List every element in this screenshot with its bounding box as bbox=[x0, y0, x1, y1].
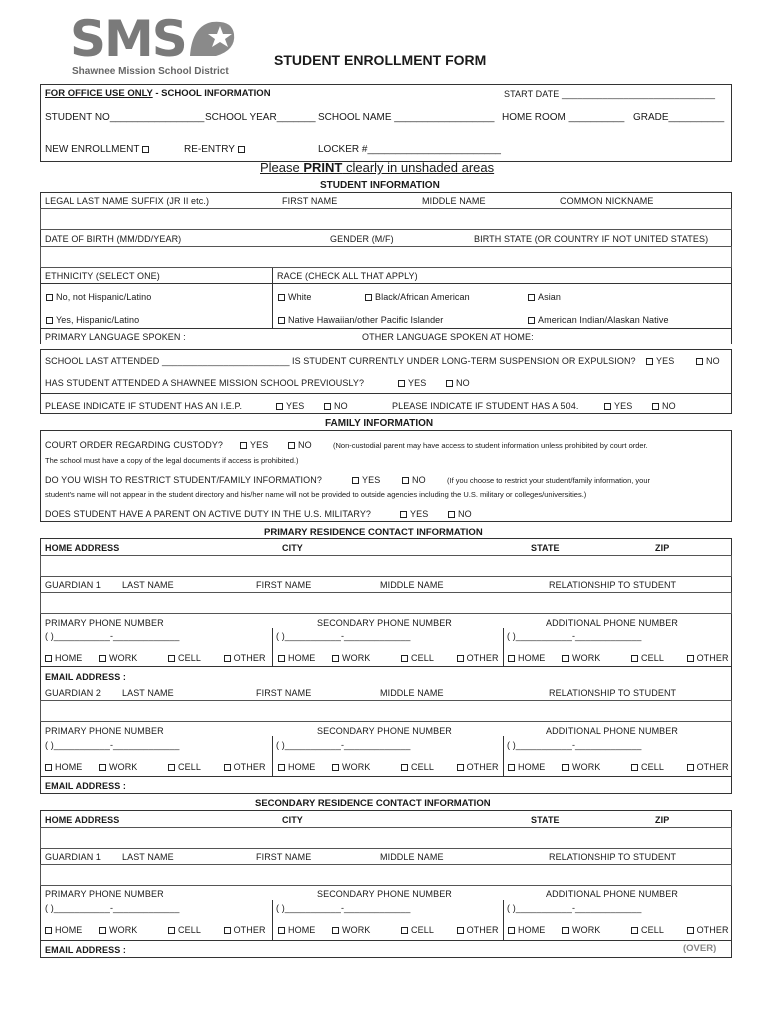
start-date-field[interactable]: START DATE ______________________________ bbox=[504, 89, 716, 99]
checkbox-icon[interactable] bbox=[99, 655, 106, 662]
checkbox-icon[interactable] bbox=[687, 764, 694, 771]
checkbox-icon[interactable] bbox=[508, 927, 515, 934]
middle-name-label: MIDDLE NAME bbox=[380, 688, 444, 698]
student-no-field[interactable]: STUDENT NO_________________ bbox=[45, 112, 205, 123]
additional-phone-label: ADDITIONAL PHONE NUMBER bbox=[546, 889, 678, 899]
race-label: RACE (CHECK ALL THAT APPLY) bbox=[277, 271, 418, 281]
office-use-heading: FOR OFFICE USE ONLY - SCHOOL INFORMATION bbox=[45, 88, 271, 99]
re-entry-option[interactable]: RE-ENTRY bbox=[184, 144, 248, 155]
suspension-question: IS STUDENT CURRENTLY UNDER LONG-TERM SUSPENSION OR EXPULSION? bbox=[292, 356, 636, 366]
restrict-note: (If you choose to restrict your student/family information, your bbox=[447, 476, 651, 485]
eth-yes-option[interactable]: Yes, Hispanic/Latino bbox=[46, 315, 139, 325]
student-info-heading: STUDENT INFORMATION bbox=[320, 180, 440, 191]
phone-type-row: HOME WORK CELL OTHER bbox=[45, 762, 266, 772]
additional-phone-field[interactable]: ( )___________-_____________ bbox=[507, 740, 642, 750]
last-name-label: LAST NAME bbox=[122, 688, 174, 698]
secondary-phone-label: SECONDARY PHONE NUMBER bbox=[317, 889, 452, 899]
military-yes[interactable]: YES bbox=[400, 509, 428, 519]
checkbox-icon[interactable] bbox=[168, 927, 175, 934]
phone-type-row: HOME WORK CELL OTHER bbox=[278, 762, 499, 772]
address-entry[interactable] bbox=[40, 827, 732, 849]
primary-phone-field[interactable]: ( )___________-_____________ bbox=[45, 740, 180, 750]
checkbox-icon[interactable] bbox=[457, 764, 464, 771]
home-address-label: HOME ADDRESS bbox=[45, 543, 120, 553]
phone-divider-2 bbox=[503, 736, 504, 776]
checkbox-icon[interactable] bbox=[278, 764, 285, 771]
checkbox-icon[interactable] bbox=[278, 294, 285, 301]
checkbox-icon[interactable] bbox=[278, 317, 285, 324]
phone-type-row: HOME WORK CELL OTHER bbox=[45, 653, 266, 663]
school-name-field[interactable]: SCHOOL NAME __________________ bbox=[318, 112, 495, 123]
last-name-label: LAST NAME bbox=[122, 852, 174, 862]
middle-name-label: MIDDLE NAME bbox=[380, 852, 444, 862]
p504-yes[interactable]: YES bbox=[604, 401, 632, 411]
relationship-label: RELATIONSHIP TO STUDENT bbox=[549, 688, 677, 698]
checkbox-icon[interactable] bbox=[99, 764, 106, 771]
email-label[interactable]: EMAIL ADDRESS : bbox=[45, 672, 127, 682]
form-title: STUDENT ENROLLMENT FORM bbox=[274, 52, 487, 68]
primary-phone-label: PRIMARY PHONE NUMBER bbox=[45, 618, 164, 628]
checkbox-icon[interactable] bbox=[224, 927, 231, 934]
iep-question: PLEASE INDICATE IF STUDENT HAS AN I.E.P. bbox=[45, 401, 243, 411]
checkbox-icon[interactable] bbox=[46, 317, 53, 324]
primary-phone-field[interactable]: ( )___________-_____________ bbox=[45, 903, 180, 913]
email-rule bbox=[40, 940, 732, 941]
star-icon bbox=[182, 16, 242, 66]
last-name-label: LAST NAME bbox=[122, 580, 174, 590]
checkbox-icon[interactable] bbox=[508, 764, 515, 771]
checkbox-icon[interactable] bbox=[365, 294, 372, 301]
checkbox-icon[interactable] bbox=[528, 317, 535, 324]
checkbox-icon[interactable] bbox=[687, 655, 694, 662]
iep-yes[interactable]: YES bbox=[276, 401, 304, 411]
checkbox-icon[interactable] bbox=[508, 655, 515, 662]
phone-divider-1 bbox=[272, 736, 273, 776]
race-white-option[interactable]: White bbox=[278, 292, 312, 302]
email-label[interactable]: EMAIL ADDRESS : bbox=[45, 781, 127, 791]
guardian2-label: GUARDIAN 2 bbox=[45, 688, 102, 698]
p504-question: PLEASE INDICATE IF STUDENT HAS A 504. bbox=[392, 401, 579, 411]
checkbox-icon[interactable] bbox=[398, 380, 405, 387]
over-indicator: (OVER) bbox=[683, 943, 717, 954]
checkbox-icon[interactable] bbox=[446, 380, 453, 387]
phone-type-row: HOME WORK CELL OTHER bbox=[278, 925, 499, 935]
race-indian-option[interactable]: American Indian/Alaskan Native bbox=[528, 315, 669, 325]
secondary-phone-field[interactable]: ( )___________-_____________ bbox=[276, 903, 411, 913]
language-rule bbox=[40, 328, 732, 329]
court-yes[interactable]: YES bbox=[240, 440, 268, 450]
checkbox-icon[interactable] bbox=[45, 764, 52, 771]
state-label: STATE bbox=[531, 543, 560, 553]
checkbox-icon[interactable] bbox=[400, 511, 407, 518]
race-asian-option[interactable]: Asian bbox=[528, 292, 561, 302]
eth-no-option[interactable]: No, not Hispanic/Latino bbox=[46, 292, 151, 302]
school-year-field[interactable]: SCHOOL YEAR_______ bbox=[205, 112, 316, 123]
phone-divider-1 bbox=[272, 628, 273, 666]
restrict-no[interactable]: NO bbox=[402, 475, 426, 485]
guardian1-entry[interactable] bbox=[40, 592, 732, 614]
district-logo-subtitle: Shawnee Mission School District bbox=[72, 66, 229, 77]
checkbox-icon[interactable] bbox=[224, 655, 231, 662]
checkbox-icon[interactable] bbox=[401, 764, 408, 771]
phone-type-row: HOME WORK CELL OTHER bbox=[508, 925, 729, 935]
first-name-label: FIRST NAME bbox=[256, 688, 312, 698]
checkbox-icon[interactable] bbox=[332, 764, 339, 771]
checkbox-icon[interactable] bbox=[457, 927, 464, 934]
checkbox-icon[interactable] bbox=[332, 927, 339, 934]
first-name-label: FIRST NAME bbox=[282, 196, 338, 206]
state-label: STATE bbox=[531, 815, 560, 825]
checkbox-icon[interactable] bbox=[352, 477, 359, 484]
phone-divider-2 bbox=[503, 900, 504, 940]
court-no[interactable]: NO bbox=[288, 440, 312, 450]
checkbox-icon[interactable] bbox=[631, 927, 638, 934]
primary-phone-field[interactable]: ( )___________-_____________ bbox=[45, 631, 180, 641]
checkbox-icon[interactable] bbox=[528, 294, 535, 301]
checkbox-icon[interactable] bbox=[448, 511, 455, 518]
court-note: (Non-custodial parent may have access to student information unless prohibited by court order. bbox=[333, 441, 648, 450]
additional-phone-field[interactable]: ( )___________-_____________ bbox=[507, 631, 642, 641]
additional-phone-label: ADDITIONAL PHONE NUMBER bbox=[546, 618, 678, 628]
language-entry[interactable] bbox=[40, 344, 732, 350]
court-note-2: The school must have a copy of the legal documents if access is prohibited.) bbox=[45, 456, 299, 465]
checkbox-icon[interactable] bbox=[401, 927, 408, 934]
primary-language-label[interactable]: PRIMARY LANGUAGE SPOKEN : bbox=[45, 332, 186, 342]
guardian2-entry[interactable] bbox=[40, 700, 732, 722]
common-nickname-label: COMMON NICKNAME bbox=[560, 196, 654, 206]
home-address-label: HOME ADDRESS bbox=[45, 815, 120, 825]
phone-divider-2 bbox=[503, 628, 504, 666]
phone-type-row: HOME WORK CELL OTHER bbox=[508, 762, 729, 772]
first-name-label: FIRST NAME bbox=[256, 580, 312, 590]
guardian1-label: GUARDIAN 1 bbox=[45, 580, 102, 590]
email-rule bbox=[40, 776, 732, 777]
restrict-note-2: student's name will not appear in the student directory and his/her name will not be provided to outside agencies including the U.S. military or colleges/universities.) bbox=[45, 490, 587, 499]
checkbox-icon[interactable] bbox=[562, 655, 569, 662]
dob-label: DATE OF BIRTH (MM/DD/YEAR) bbox=[45, 234, 182, 244]
address-entry[interactable] bbox=[40, 555, 732, 577]
suspension-yes[interactable]: YES bbox=[646, 356, 674, 366]
checkbox-icon[interactable] bbox=[604, 403, 611, 410]
ethnicity-label: ETHNICITY (SELECT ONE) bbox=[45, 271, 160, 281]
gender-label: GENDER (M/F) bbox=[330, 234, 394, 244]
middle-name-label: MIDDLE NAME bbox=[380, 580, 444, 590]
checkbox-icon[interactable] bbox=[288, 442, 295, 449]
checkbox-icon[interactable] bbox=[457, 655, 464, 662]
checkbox-icon[interactable] bbox=[224, 764, 231, 771]
checkbox-icon[interactable] bbox=[402, 477, 409, 484]
primary-residence-heading: PRIMARY RESIDENCE CONTACT INFORMATION bbox=[264, 527, 483, 538]
p504-no[interactable]: NO bbox=[652, 401, 676, 411]
checkbox-icon[interactable] bbox=[99, 927, 106, 934]
checkbox-icon[interactable] bbox=[562, 764, 569, 771]
checkbox-icon[interactable] bbox=[142, 146, 149, 153]
dob-entry[interactable] bbox=[40, 246, 732, 268]
school-last-attended-field[interactable]: SCHOOL LAST ATTENDED _________________________ bbox=[45, 356, 290, 366]
email-rule bbox=[40, 666, 732, 667]
secondary-phone-label: SECONDARY PHONE NUMBER bbox=[317, 618, 452, 628]
secondary-residence-heading: SECONDARY RESIDENCE CONTACT INFORMATION bbox=[255, 798, 491, 809]
race-black-option[interactable]: Black/African American bbox=[365, 292, 470, 302]
military-question: DOES STUDENT HAVE A PARENT ON ACTIVE DUTY IN THE U.S. MILITARY? bbox=[45, 509, 372, 519]
checkbox-icon[interactable] bbox=[631, 764, 638, 771]
court-question: COURT ORDER REGARDING CUSTODY? bbox=[45, 440, 224, 450]
checkbox-icon[interactable] bbox=[278, 927, 285, 934]
email-label[interactable]: EMAIL ADDRESS : bbox=[45, 945, 127, 955]
restrict-yes[interactable]: YES bbox=[352, 475, 380, 485]
race-hawaiian-option[interactable]: Native Hawaiian/other Pacific Islander bbox=[278, 315, 443, 325]
suspension-no[interactable]: NO bbox=[696, 356, 720, 366]
first-name-label: FIRST NAME bbox=[256, 852, 312, 862]
checkbox-icon[interactable] bbox=[332, 655, 339, 662]
checkbox-icon[interactable] bbox=[696, 358, 703, 365]
checkbox-icon[interactable] bbox=[45, 927, 52, 934]
checkbox-icon[interactable] bbox=[401, 655, 408, 662]
home-room-field[interactable]: HOME ROOM __________ bbox=[502, 112, 625, 123]
checkbox-icon[interactable] bbox=[324, 403, 331, 410]
grade-field[interactable]: GRADE__________ bbox=[633, 112, 725, 123]
checkbox-icon[interactable] bbox=[46, 294, 53, 301]
guardian1-entry[interactable] bbox=[40, 864, 732, 886]
student-name-entry[interactable] bbox=[40, 208, 732, 230]
primary-phone-label: PRIMARY PHONE NUMBER bbox=[45, 889, 164, 899]
checkbox-icon[interactable] bbox=[168, 764, 175, 771]
birth-state-label: BIRTH STATE (OR COUNTRY IF NOT UNITED STATES) bbox=[474, 234, 709, 244]
checkbox-icon[interactable] bbox=[276, 403, 283, 410]
secondary-phone-field[interactable]: ( )___________-_____________ bbox=[276, 631, 411, 641]
checkbox-icon[interactable] bbox=[646, 358, 653, 365]
checkbox-icon[interactable] bbox=[562, 927, 569, 934]
ethnicity-rule bbox=[40, 283, 732, 284]
phone-type-row: HOME WORK CELL OTHER bbox=[45, 925, 266, 935]
checkbox-icon[interactable] bbox=[652, 403, 659, 410]
checkbox-icon[interactable] bbox=[240, 442, 247, 449]
city-label: CITY bbox=[282, 815, 303, 825]
middle-name-label: MIDDLE NAME bbox=[422, 196, 486, 206]
phone-divider-1 bbox=[272, 900, 273, 940]
checkbox-icon[interactable] bbox=[687, 927, 694, 934]
family-info-heading: FAMILY INFORMATION bbox=[325, 418, 434, 429]
attended-question: HAS STUDENT ATTENDED A SHAWNEE MISSION SCHOOL PREVIOUSLY? bbox=[45, 378, 365, 388]
iep-rule bbox=[40, 393, 732, 394]
checkbox-icon[interactable] bbox=[278, 655, 285, 662]
attended-yes[interactable]: YES bbox=[398, 378, 426, 388]
checkbox-icon[interactable] bbox=[631, 655, 638, 662]
iep-no[interactable]: NO bbox=[324, 401, 348, 411]
checkbox-icon[interactable] bbox=[45, 655, 52, 662]
additional-phone-label: ADDITIONAL PHONE NUMBER bbox=[546, 726, 678, 736]
phone-type-row: HOME WORK CELL OTHER bbox=[278, 653, 499, 663]
restrict-question: DO YOU WISH TO RESTRICT STUDENT/FAMILY INFORMATION? bbox=[45, 475, 322, 485]
relationship-label: RELATIONSHIP TO STUDENT bbox=[549, 580, 677, 590]
other-language-label[interactable]: OTHER LANGUAGE SPOKEN AT HOME: bbox=[362, 332, 534, 342]
city-label: CITY bbox=[282, 543, 303, 553]
secondary-phone-field[interactable]: ( )___________-_____________ bbox=[276, 740, 411, 750]
additional-phone-field[interactable]: ( )___________-_____________ bbox=[507, 903, 642, 913]
primary-phone-label: PRIMARY PHONE NUMBER bbox=[45, 726, 164, 736]
ethnicity-divider bbox=[272, 268, 273, 328]
attended-no[interactable]: NO bbox=[446, 378, 470, 388]
zip-label: ZIP bbox=[655, 815, 670, 825]
district-logo-letters: SMS bbox=[70, 10, 186, 68]
secondary-phone-label: SECONDARY PHONE NUMBER bbox=[317, 726, 452, 736]
new-enrollment-option[interactable]: NEW ENROLLMENT bbox=[45, 144, 152, 155]
checkbox-icon[interactable] bbox=[238, 146, 245, 153]
zip-label: ZIP bbox=[655, 543, 670, 553]
print-notice: Please PRINT clearly in unshaded areas bbox=[260, 160, 495, 175]
military-no[interactable]: NO bbox=[448, 509, 472, 519]
legal-last-name-label: LEGAL LAST NAME SUFFIX (JR II etc.) bbox=[45, 196, 210, 206]
locker-field[interactable]: LOCKER #________________________ bbox=[318, 144, 501, 155]
guardian1-label: GUARDIAN 1 bbox=[45, 852, 102, 862]
checkbox-icon[interactable] bbox=[168, 655, 175, 662]
relationship-label: RELATIONSHIP TO STUDENT bbox=[549, 852, 677, 862]
phone-type-row: HOME WORK CELL OTHER bbox=[508, 653, 729, 663]
